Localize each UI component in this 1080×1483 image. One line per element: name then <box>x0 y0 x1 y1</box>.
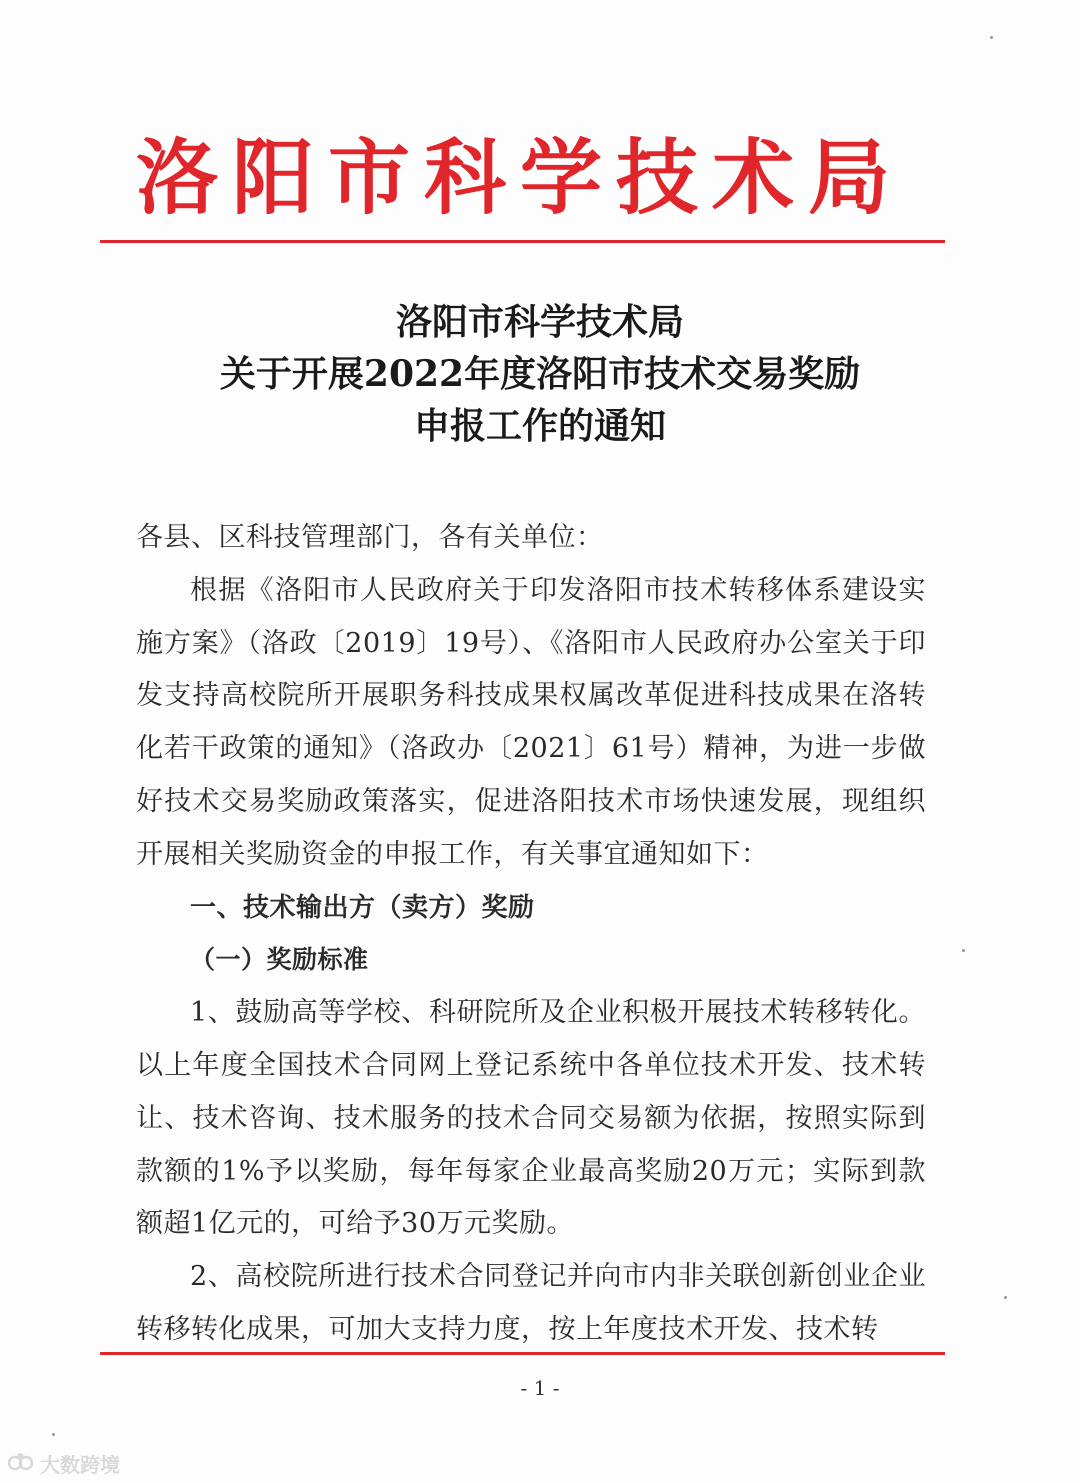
intro-paragraph: 根据《洛阳市人民政府关于印发洛阳市技术转移体系建设实施方案》（洛政〔2019〕19号）、《洛阳市人民政府办公室关于印发支持高校院所开展职务科技成果权属改革促进科技成果在洛转化若干政策的通知》（洛政办〔2021〕61号）精神，为进一步做好技术交易奖励政策落实，促进洛阳技术市场快速发展，现组织开展相关奖励资金的申报工作，有关事宜通知如下： <box>136 574 926 870</box>
document-title <box>100 296 980 452</box>
watermark-text: 大数跨境 <box>40 1452 120 1477</box>
item-1-paragraph: 1、鼓励高等学校、科研院所及企业积极开展技术转移转化。以上年度全国技术合同网上登记系统中各单位技术开发、技术转让、技术咨询、技术服务的技术合同交易额为依据，按照实际到款额的1%予以奖励，每年每家企业最高奖励20万元；实际到款额超1亿元的，可给予30万元奖励。 <box>136 997 926 1240</box>
scan-speck <box>962 949 965 952</box>
page-number: - 1 - <box>520 1376 560 1400</box>
title-line-2: 关于开展2022年度洛阳市技术交易奖励 <box>219 353 861 395</box>
title-line-3: 申报工作的通知 <box>413 405 666 447</box>
scan-speck <box>990 36 993 39</box>
document-body <box>136 512 926 1357</box>
section-1-heading: 一、技术输出方（卖方）奖励 <box>190 892 535 923</box>
subsection-1-heading: （一）奖励标准 <box>190 945 369 975</box>
scan-speck <box>1004 1296 1007 1299</box>
salutation: 各县、区科技管理部门，各有关单位： <box>136 522 604 553</box>
red-masthead-title: 洛阳市科学技术局 <box>135 130 904 226</box>
red-divider-bottom <box>100 1352 945 1355</box>
watermark <box>8 1448 120 1478</box>
red-divider-top <box>100 240 945 243</box>
scan-speck <box>52 1433 55 1436</box>
dashu-logo-icon <box>8 1451 34 1475</box>
item-2-paragraph: 2、高校院所进行技术合同登记并向市内非关联创新创业企业转移转化成果，可加大支持力度，按上年度技术开发、技术转 <box>136 1261 926 1345</box>
title-line-1: 洛阳市科学技术局 <box>395 301 684 343</box>
